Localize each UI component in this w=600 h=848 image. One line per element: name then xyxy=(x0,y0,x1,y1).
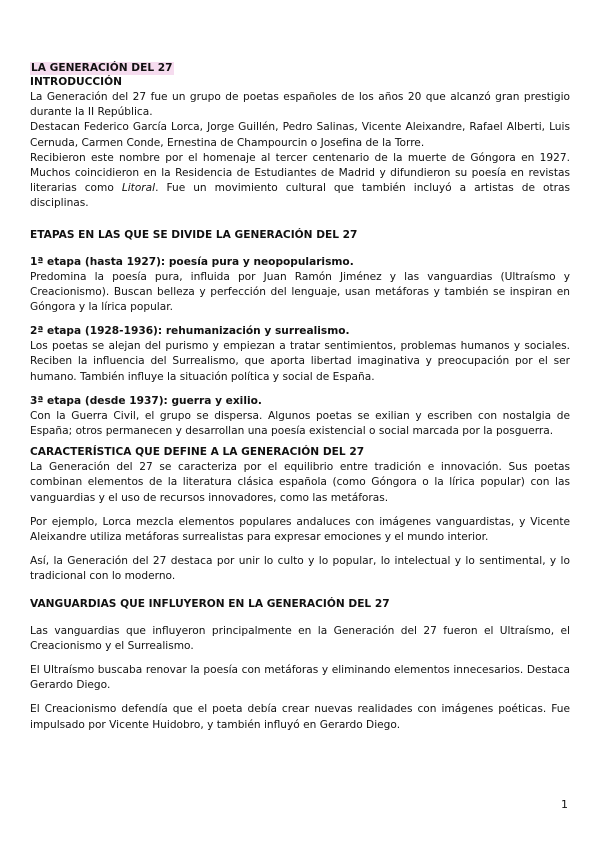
characteristic-paragraph-3: Así, la Generación del 27 destaca por unir lo culto y lo popular, lo intelectual y lo sentimental, y lo tradicional con lo moderno. xyxy=(30,555,570,583)
document-body xyxy=(30,56,570,733)
characteristic-paragraph-2: Por ejemplo, Lorca mezcla elementos populares andaluces con imágenes vanguardistas, y Vicente Aleixandre utiliza metáforas surrealistas para expresar emociones y el mundo interior. xyxy=(30,515,570,544)
intro-name-text-a: Recibieron este nombre por el homenaje al tercer centenario de la muerte de Góngora en 1927. Muchos coincidieron en la Residencia de Estudiantes de Madrid y difundieron su poesía en revistas literarias como xyxy=(30,151,570,195)
stage3-text: Con la Guerra Civil, el grupo se dispersa. Algunos poetas se exilian y escriben con nostalgia de España; otros permanecen y desarrollan una poesía existencial o social marcada por la posguerra. xyxy=(30,409,570,438)
document-title: LA GENERACIÓN DEL 27 xyxy=(31,62,173,74)
stages-heading: ETAPAS EN LAS QUE SE DIVIDE LA GENERACIÓN DEL 27 xyxy=(30,228,358,241)
avant-garde-paragraph-3: El Creacionismo defendía que el poeta debía crear nuevas realidades con imágenes poéticas. Fue impulsado por Vicente Huidobro, y también influyó en Gerardo Diego. xyxy=(30,703,570,731)
intro-heading: INTRODUCCIÓN xyxy=(30,76,122,88)
avant-garde-heading: VANGUARDIAS QUE INFLUYERON EN LA GENERACIÓN DEL 27 xyxy=(30,597,390,610)
stage2-text: Los poetas se alejan del purismo y empiezan a tratar sentimientos, problemas humanos y sociales. Reciben la influencia del Surrealismo, que aporta libertad imaginativa y preocupación por el ser humano. También influye la situación política y social de España. xyxy=(30,340,570,383)
characteristic-heading: CARACTERÍSTICA QUE DEFINE A LA GENERACIÓN DEL 27 xyxy=(30,446,365,459)
intro-name-text-b: . Fue un movimiento cultural que también incluyó a artistas de otras disciplinas. xyxy=(30,182,570,210)
avant-garde-paragraph-2: El Ultraísmo buscaba renovar la poesía con metáforas y eliminando elementos innecesarios. Destaca Gerardo Diego. xyxy=(30,664,570,692)
characteristic-paragraph-1: La Generación del 27 se caracteriza por el equilibrio entre tradición e innovación. Sus poetas combinan elementos de la literatura clásica española (como Góngora o la lírica popular) con las vanguardias y el uso de recursos innovadores, como las metáforas. xyxy=(30,461,570,504)
page-number: 1 xyxy=(561,798,568,811)
intro-paragraph: La Generación del 27 fue un grupo de poetas españoles de los años 20 que alcanzó gran prestigio durante la II República. xyxy=(30,91,570,119)
avant-garde-paragraph-1: Las vanguardias que influyeron principalmente en la Generación del 27 fueron el Ultraísmo, el Creacionismo y el Surrealismo. xyxy=(30,624,570,652)
litoral-magazine: Litoral xyxy=(121,182,156,195)
intro-poets-paragraph: Destacan Federico García Lorca, Jorge Guillén, Pedro Salinas, Vicente Aleixandre, Rafael Alberti, Luis Cernuda, Carmen Conde, Ernestina de Champourcin o Josefina de la Torre. xyxy=(30,121,570,149)
stage2-title: 2ª etapa (1928-1936): rehumanización y surrealismo. xyxy=(30,325,350,338)
stage1-title: 1ª etapa (hasta 1927): poesía pura y neopopularismo. xyxy=(30,255,354,268)
intro-name-paragraph xyxy=(30,151,570,212)
stage3-title: 3ª etapa (desde 1937): guerra y exilio. xyxy=(30,394,262,407)
stage1-text: Predomina la poesía pura, influida por Juan Ramón Jiménez y las vanguardias (Ultraísmo y Creacionismo). Buscan belleza y perfección del lenguaje, usan metáforas y también se inspiran en Góngora y la lírica popular. xyxy=(30,270,570,314)
